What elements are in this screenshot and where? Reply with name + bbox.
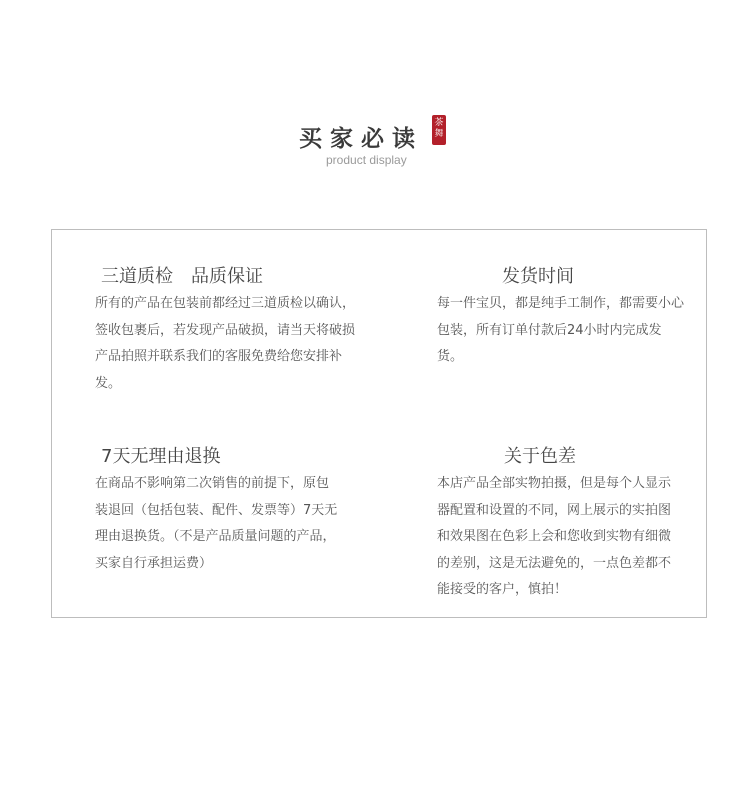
section-body: 所有的产品在包装前都经过三道质检以确认，签收包裹后，若发现产品破损，请当天将破损产品拍照并联系我们的客服免费给您安排补发。	[95, 296, 356, 391]
section-body: 在商品不影响第二次销售的前提下，原包装退回（包括包装、配件、发票等）7天无理由退换货。（不是产品质量问题的产品，买家自行承担运费）	[95, 476, 338, 571]
section-title: 三道质检 品质保证	[101, 266, 263, 287]
section-body: 每一件宝贝，都是纯手工制作，都需要小心包装，所有订单付款后24小时内完成发货。	[437, 296, 685, 364]
seal-char-bottom: 舞	[434, 129, 444, 139]
seal-char-top: 茶	[434, 118, 444, 128]
page-subtitle: product display	[326, 153, 407, 167]
section-title: 关于色差	[504, 446, 576, 467]
section-body: 本店产品全部实物拍摄，但是每个人显示器配置和设置的不同，网上展示的实拍图和效果图在色彩上会和您收到实物有细微的差别，这是无法避免的，一点色差都不能接受的客户，慎拍！	[437, 476, 672, 597]
page-title: 买家必读	[299, 125, 423, 152]
section-title: 发货时间	[502, 266, 574, 287]
section-title: 7天无理由退换	[101, 446, 221, 467]
page-header	[0, 114, 750, 174]
seal-logo	[432, 115, 446, 145]
notice-box	[51, 229, 707, 618]
